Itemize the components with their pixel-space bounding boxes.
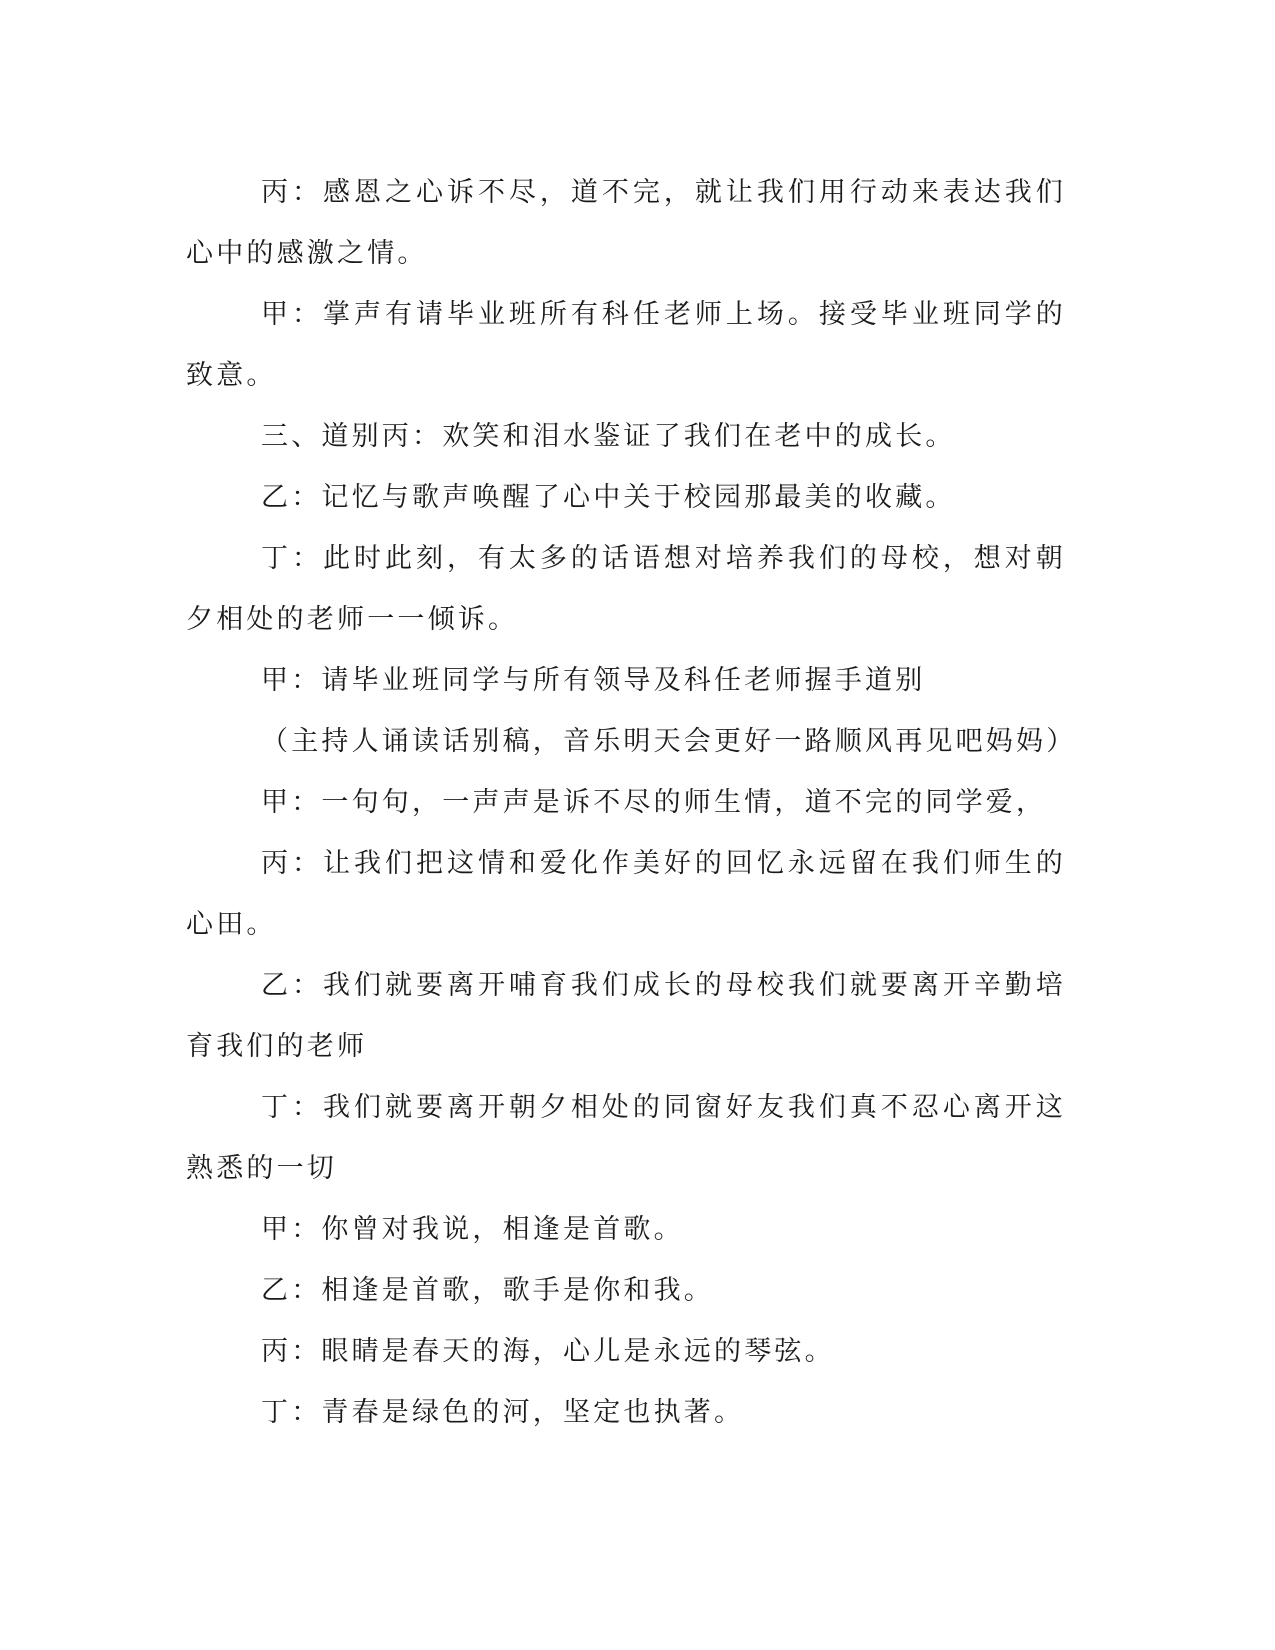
paragraph-8: 甲：一句句，一声声是诉不尽的师生情，道不完的同学爱，	[261, 787, 1047, 818]
paragraph-7: （主持人诵读话别稿，音乐明天会更好一路顺风再见吧妈妈）	[261, 726, 1077, 757]
paragraph-9: 丙：让我们把这情和爱化作美好的回忆永远留在我们师生的心田。	[186, 848, 1066, 940]
paragraph-1: 丙：感恩之心诉不尽，道不完，就让我们用行动来表达我们心中的感激之情。	[186, 177, 1066, 269]
paragraph-10: 乙：我们就要离开哺育我们成长的母校我们就要离开辛勤培育我们的老师	[186, 970, 1066, 1062]
paragraph-12: 甲：你曾对我说，相逢是首歌。	[261, 1214, 684, 1245]
paragraph-4: 乙：记忆与歌声唤醒了心中关于校园那最美的收藏。	[261, 482, 956, 513]
paragraph-11: 丁：我们就要离开朝夕相处的同窗好友我们真不忍心离开这熟悉的一切	[186, 1092, 1066, 1184]
paragraph-13: 乙：相逢是首歌，歌手是你和我。	[261, 1275, 714, 1306]
paragraph-6: 甲：请毕业班同学与所有领导及科任老师握手道别	[261, 665, 926, 696]
paragraph-14: 丙：眼睛是春天的海，心儿是永远的琴弦。	[261, 1336, 835, 1367]
paragraph-15: 丁：青春是绿色的河，坚定也执著。	[261, 1397, 745, 1428]
paragraph-3: 三、道别丙：欢笑和泪水鉴证了我们在老中的成长。	[261, 421, 956, 452]
paragraph-5: 丁：此时此刻，有太多的话语想对培养我们的母校，想对朝夕相处的老师一一倾诉。	[186, 543, 1066, 635]
paragraph-2: 甲：掌声有请毕业班所有科任老师上场。接受毕业班同学的致意。	[186, 299, 1066, 391]
document-body	[186, 162, 1077, 1443]
